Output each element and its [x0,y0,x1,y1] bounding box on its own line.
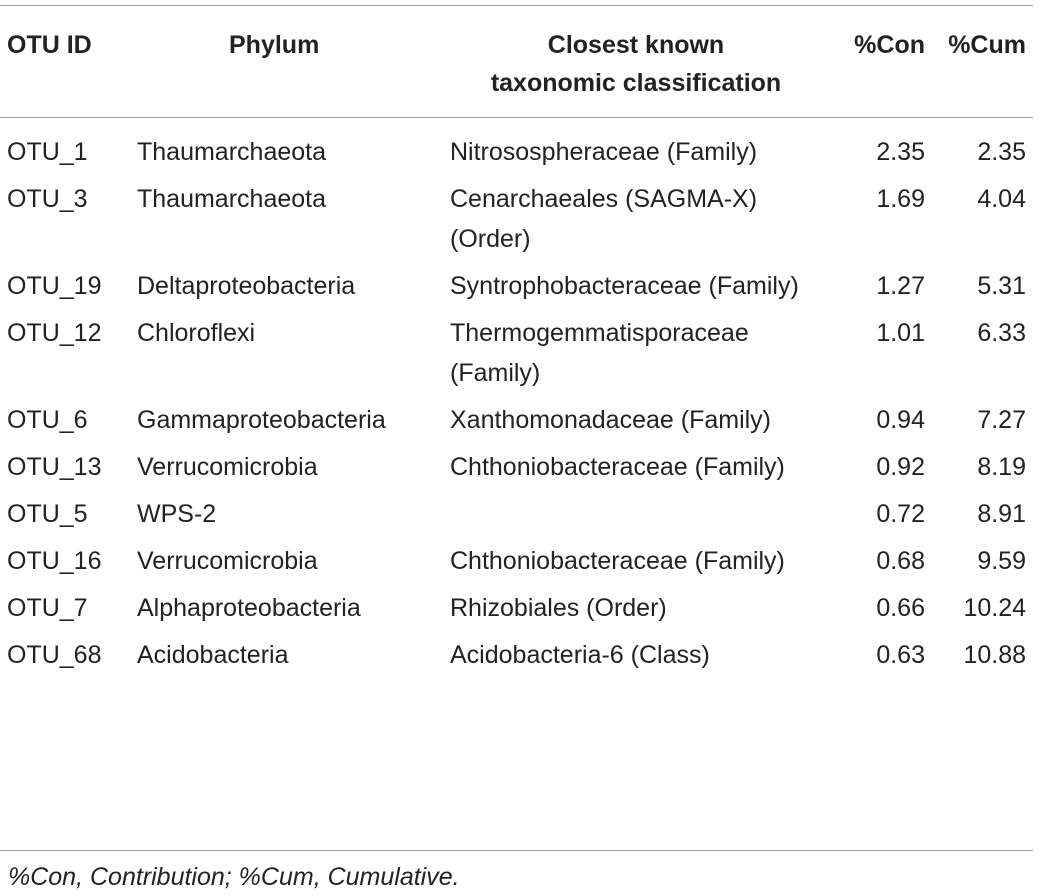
table-header [0,6,1033,117]
table-row [0,117,1033,179]
header-cum: %Cum [948,31,1026,59]
cell-cum: 10.88 [963,641,1026,669]
table-row [0,179,1033,266]
cell-otu-id: OTU_12 [7,319,102,347]
table-row [0,494,1033,541]
cell-phylum: Deltaproteobacteria [137,272,356,300]
otu-table [0,6,1033,682]
table-footnote: %Con, Contribution; %Cum, Cumulative. [8,863,460,891]
cell-classification: Rhizobiales (Order) [450,594,667,622]
cell-otu-id: OTU_7 [7,594,88,622]
table-row [0,400,1033,447]
cell-cum: 8.19 [977,453,1026,481]
header-classification-line1: Closest known [547,31,725,59]
header-classification [450,6,822,117]
header-phylum: Phylum [229,31,320,59]
cell-con: 1.69 [876,185,925,213]
cell-cum: 4.04 [977,185,1026,213]
cell-phylum: Verrucomicrobia [137,547,318,575]
cell-classification: Acidobacteria-6 (Class) [450,641,710,669]
table-row [0,541,1033,588]
cell-classification: Chthoniobacteraceae (Family) [450,453,785,481]
cell-classification: Xanthomonadaceae (Family) [450,406,771,434]
cell-phylum: Chloroflexi [137,319,256,347]
table-body [0,117,1033,682]
cell-con: 0.72 [876,500,925,528]
header-con: %Con [854,31,925,59]
cell-phylum: Thaumarchaeota [137,185,327,213]
cell-otu-id: OTU_16 [7,547,102,575]
cell-phylum: Verrucomicrobia [137,453,318,481]
cell-otu-id: OTU_1 [7,138,88,166]
cell-phylum: Alphaproteobacteria [137,594,361,622]
cell-cum: 9.59 [977,547,1026,575]
table-row [0,588,1033,635]
cell-con: 2.35 [876,138,925,166]
cell-con: 1.27 [876,272,925,300]
cell-classification: Thermogemmatisporaceae (Family) [450,319,749,387]
cell-classification: Syntrophobacteraceae (Family) [450,272,799,300]
cell-con: 0.66 [876,594,925,622]
cell-otu-id: OTU_13 [7,453,102,481]
cell-con: 0.68 [876,547,925,575]
table-row [0,635,1033,682]
table-row [0,266,1033,313]
table-row [0,447,1033,494]
cell-classification: Nitrosospheraceae (Family) [450,138,758,166]
cell-cum: 8.91 [977,500,1026,528]
cell-phylum: Acidobacteria [137,641,289,669]
cell-otu-id: OTU_19 [7,272,102,300]
cell-cum: 7.27 [977,406,1026,434]
cell-phylum: WPS-2 [137,500,217,528]
cell-otu-id: OTU_3 [7,185,88,213]
cell-cum: 6.33 [977,319,1026,347]
cell-con: 1.01 [876,319,925,347]
cell-classification: Cenarchaeales (SAGMA-X) (Order) [450,185,758,253]
cell-con: 0.63 [876,641,925,669]
cell-con: 0.94 [876,406,925,434]
cell-cum: 10.24 [963,594,1026,622]
cell-otu-id: OTU_6 [7,406,88,434]
cell-otu-id: OTU_68 [7,641,102,669]
table-row [0,313,1033,400]
header-row [0,6,1033,117]
table-bottom-rule [0,850,1033,851]
cell-cum: 2.35 [977,138,1026,166]
cell-phylum: Thaumarchaeota [137,138,327,166]
cell-con: 0.92 [876,453,925,481]
cell-cum: 5.31 [977,272,1026,300]
header-classification-line2: taxonomic classification [490,69,782,97]
cell-otu-id: OTU_5 [7,500,88,528]
cell-phylum: Gammaproteobacteria [137,406,386,434]
cell-classification: Chthoniobacteraceae (Family) [450,547,785,575]
header-otu-id: OTU ID [7,31,92,59]
cell-classification [450,494,822,541]
